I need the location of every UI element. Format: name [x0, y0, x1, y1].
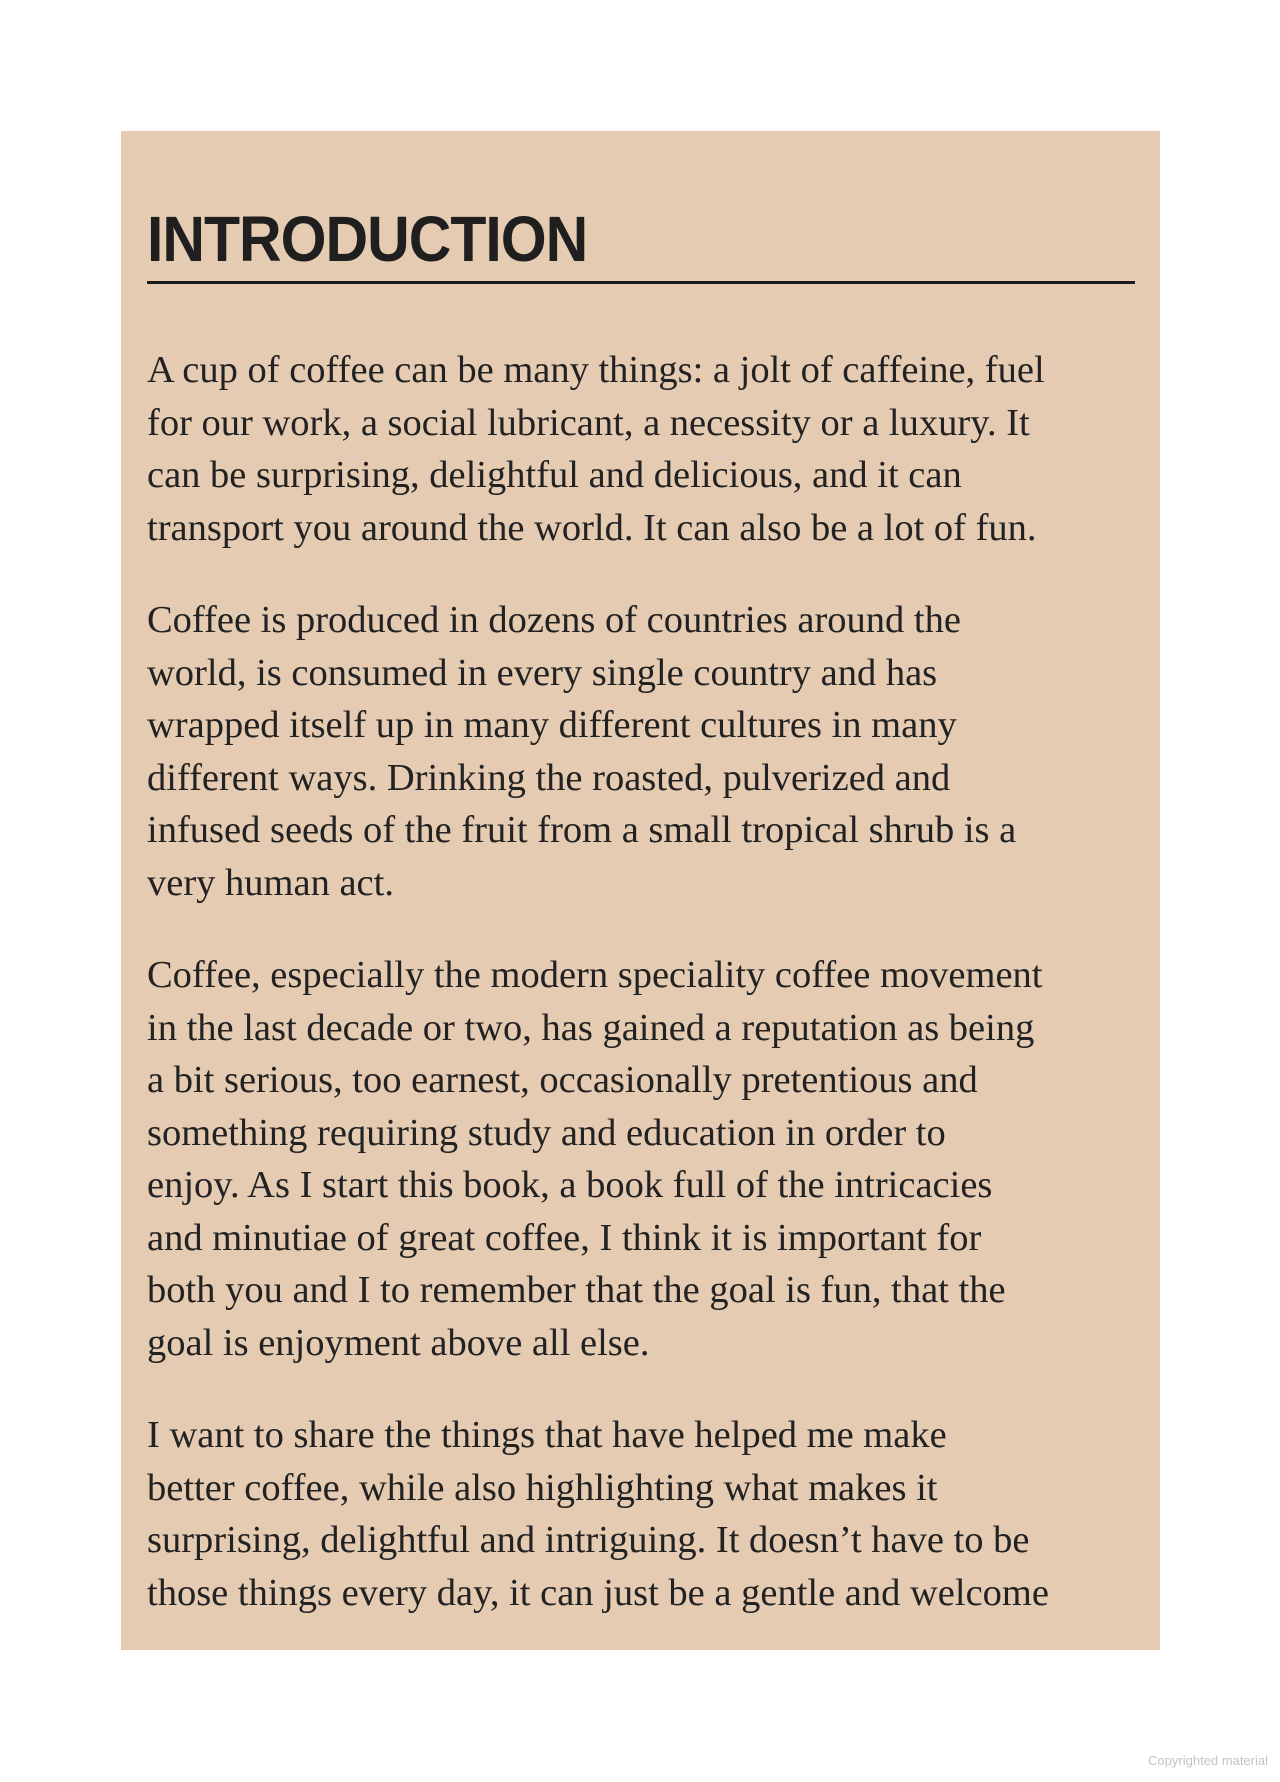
body-text: [147, 344, 1152, 1659]
paragraph-2: [147, 594, 1152, 909]
text-line: enjoy. As I start this book, a book full of the intricacies: [147, 1164, 993, 1206]
title-divider: [147, 281, 1135, 284]
text-line: transport you around the world. It can also be a lot of fun.: [147, 506, 1037, 549]
text-line: very human act.: [147, 861, 394, 904]
copyright-watermark: Copyrighted material: [1148, 1753, 1268, 1768]
text-line: a bit serious, too earnest, occasionally pretentious and: [147, 1059, 978, 1101]
text-line: those things every day, it can just be a gentle and welcome: [147, 1571, 1049, 1614]
text-line: better coffee, while also highlighting what makes it: [147, 1466, 938, 1509]
text-line: infused seeds of the fruit from a small tropical shrub is a: [147, 809, 1017, 851]
text-line: surprising, delightful and intriguing. It doesn’t have to be: [147, 1519, 1030, 1561]
text-line: I want to share the things that have helped me make: [147, 1414, 947, 1456]
text-line: Coffee is produced in dozens of countries around the: [147, 599, 961, 641]
text-line: can be surprising, delightful and delicious, and it can: [147, 454, 962, 496]
text-line: in the last decade or two, has gained a reputation as being: [147, 1006, 1035, 1049]
text-line: wrapped itself up in many different cultures in many: [147, 704, 957, 746]
paragraph-3: [147, 949, 1152, 1369]
text-line: and minutiae of great coffee, I think it is important for: [147, 1216, 982, 1259]
text-line: Coffee, especially the modern speciality coffee movement: [147, 954, 1043, 996]
text-line: world, is consumed in every single country and has: [147, 651, 938, 694]
text-line: for our work, a social lubricant, a necessity or a luxury. It: [147, 401, 1030, 444]
chapter-title: INTRODUCTION: [147, 203, 588, 275]
text-line: both you and I to remember that the goal is fun, that the: [147, 1269, 1006, 1311]
text-line: different ways. Drinking the roasted, pulverized and: [147, 756, 951, 799]
paragraph-4: [147, 1409, 1152, 1619]
text-line: goal is enjoyment above all else.: [147, 1321, 650, 1364]
text-line: A cup of coffee can be many things: a jolt of caffeine, fuel: [147, 349, 1045, 391]
paragraph-1: [147, 344, 1152, 554]
text-line: something requiring study and education in order to: [147, 1111, 946, 1154]
